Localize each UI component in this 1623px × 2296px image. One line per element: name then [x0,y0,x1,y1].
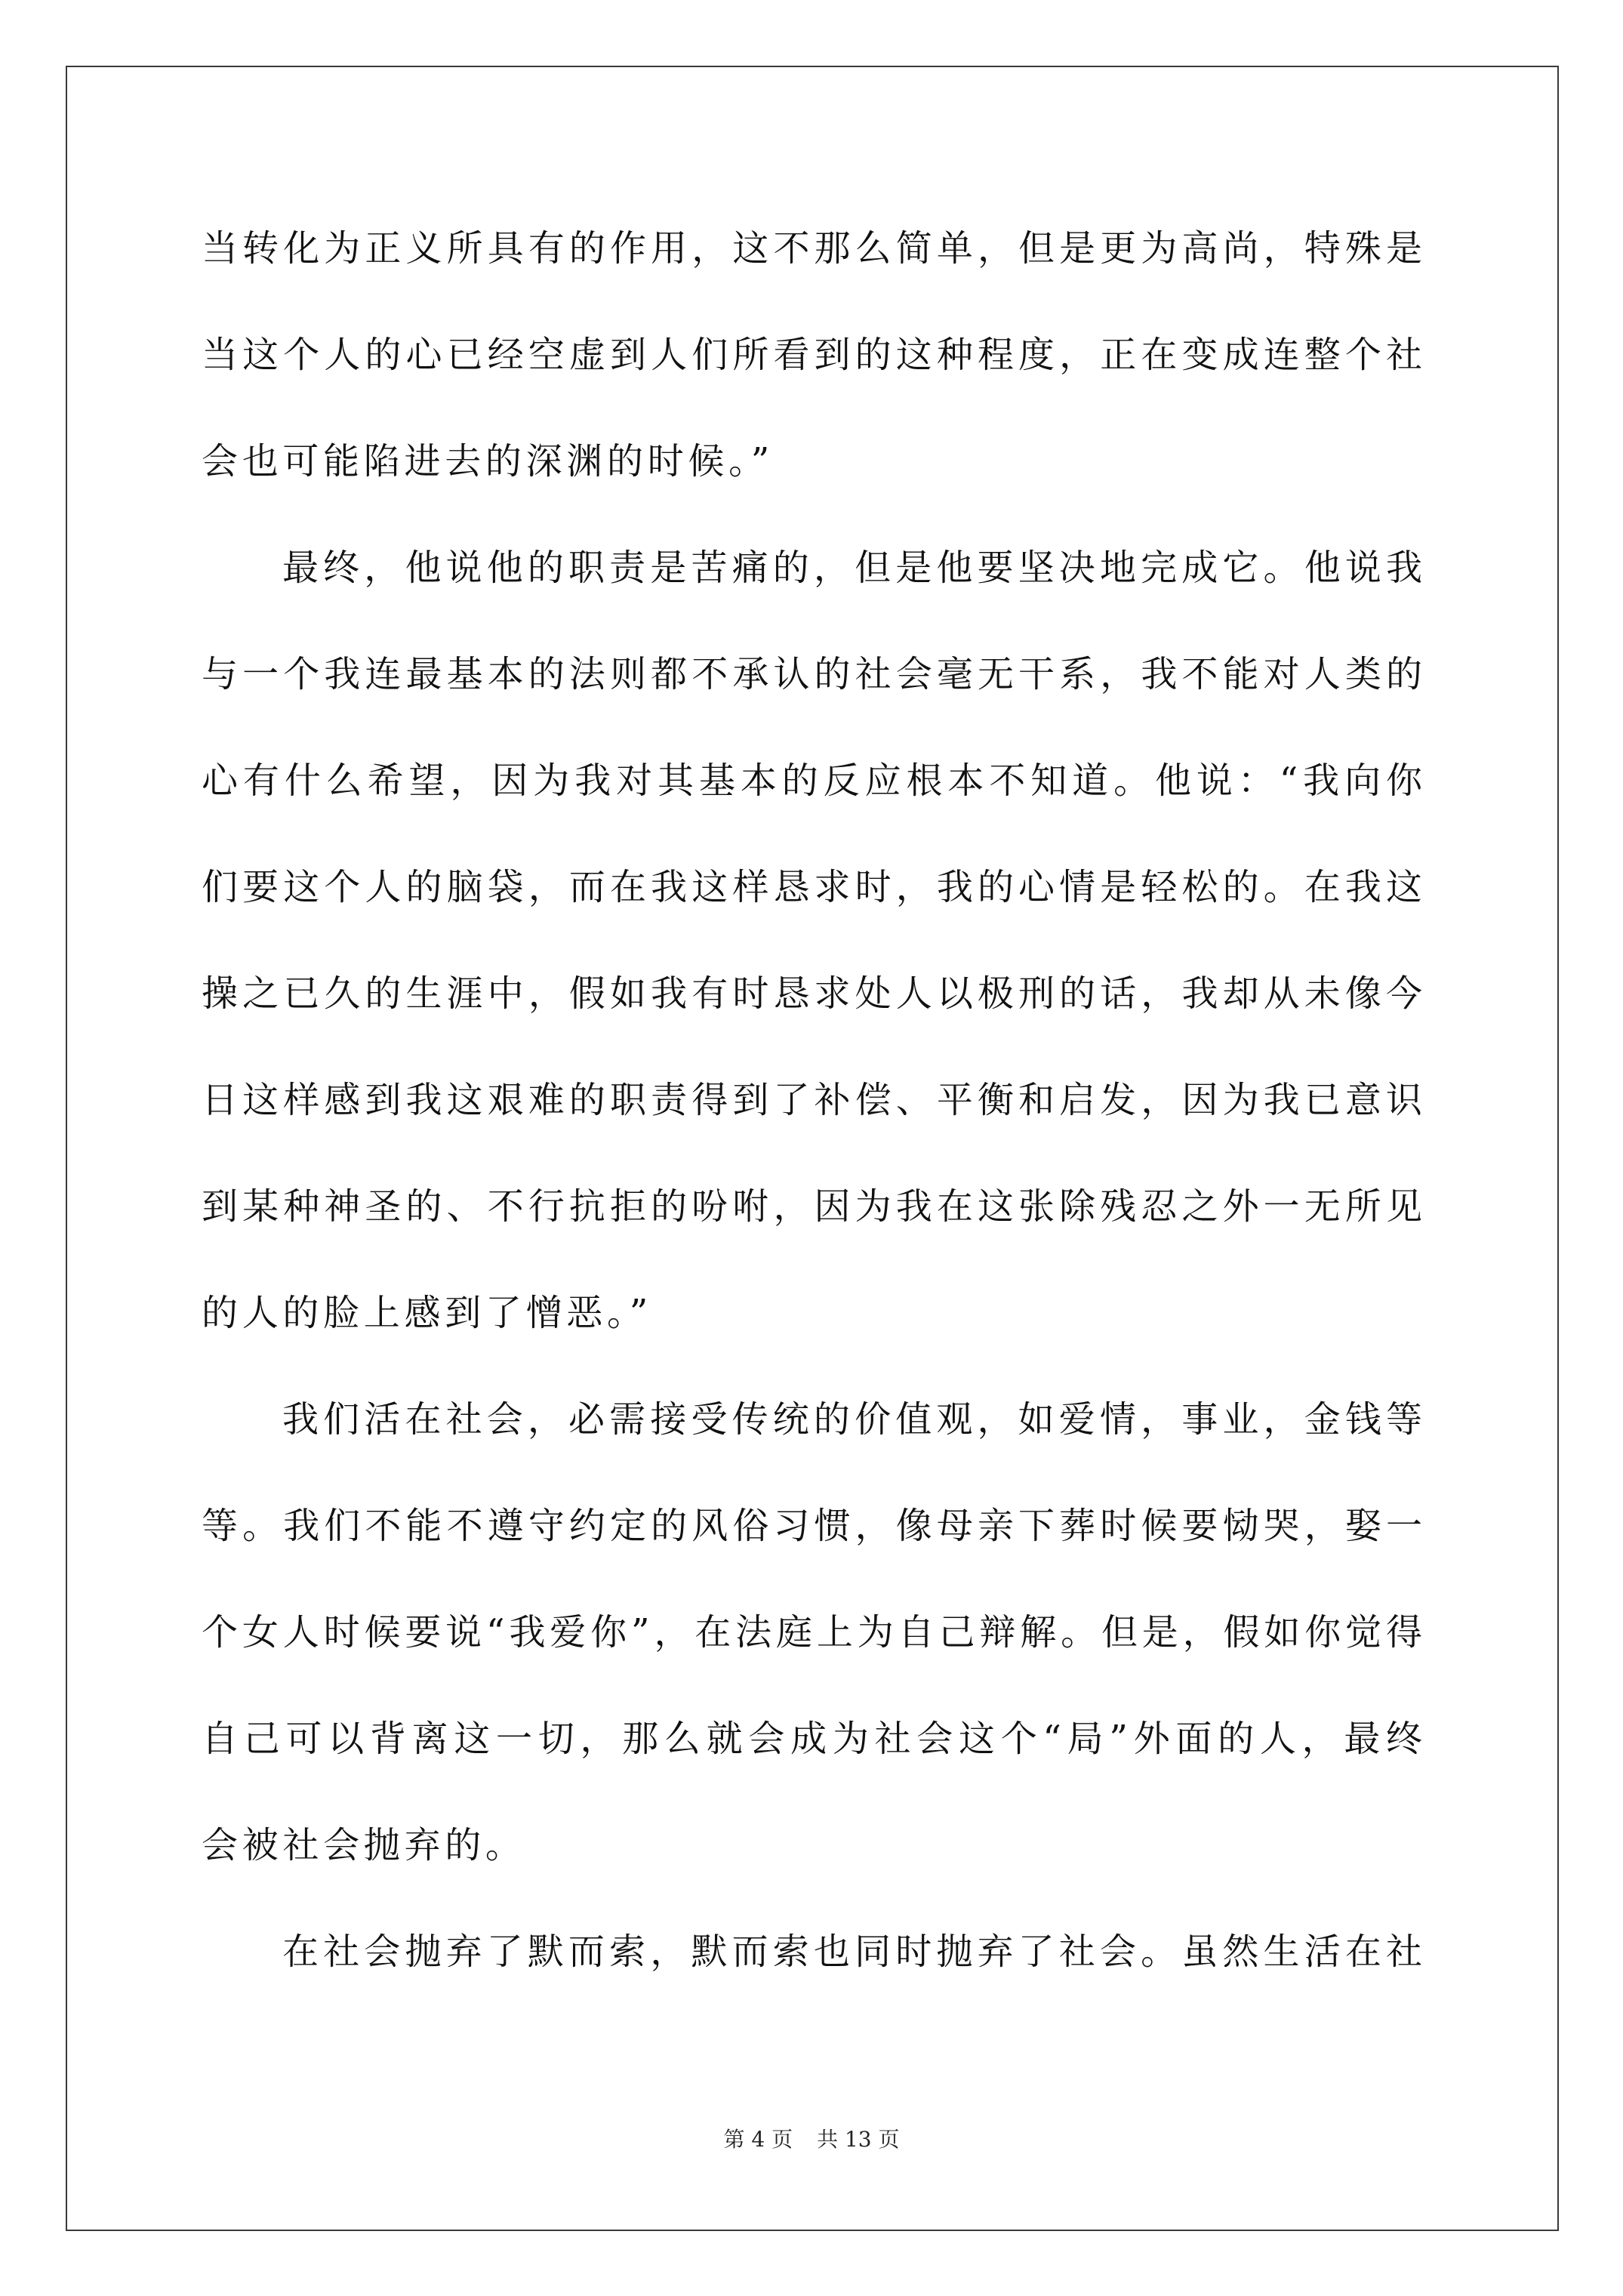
page-footer [0,2126,1623,2153]
text-line: 当转化为正义所具有的作用，这不那么简单，但是更为高尚，特殊是 [202,227,1422,270]
text-line: 会被社会抛弃的。 [202,1824,526,1866]
text-line: 心有什么希望，因为我对其基本的反应根本不知道。他说：“我向你 [202,760,1422,802]
text-line: 日这样感到我这艰难的职责得到了补偿、平衡和启发，因为我已意识 [202,1079,1422,1121]
text-line: 会也可能陷进去的深渊的时候。” [202,440,775,482]
paragraph [202,1367,1422,1899]
text-line: 操之已久的生涯中，假如我有时恳求处人以极刑的话，我却从未像今 [202,972,1422,1015]
text-line: 个女人时候要说“我爱你”，在法庭上为自己辩解。但是，假如你觉得 [202,1611,1422,1653]
text-line: 我们活在社会，必需接受传统的价值观，如爱情，事业，金钱等 [282,1398,1422,1441]
text-line: 到某种神圣的、不行抗拒的吩咐，因为我在这张除残忍之外一无所见 [202,1185,1422,1228]
text-line: 等。我们不能不遵守约定的风俗习惯，像母亲下葬时候要恸哭，娶一 [202,1505,1422,1547]
paragraph [202,1899,1422,2005]
page-number-total: 共 13 页 [817,2127,900,2152]
paragraph [202,515,1422,1367]
text-line: 在社会抛弃了默而索，默而索也同时抛弃了社会。虽然生活在社 [282,1931,1422,1973]
text-line: 自己可以背离这一切，那么就会成为社会这个“局”外面的人，最终 [202,1718,1422,1760]
text-line: 当这个人的心已经空虚到人们所看到的这种程度，正在变成连整个社 [202,334,1422,376]
paragraph [202,196,1422,515]
text-line: 最终，他说他的职责是苦痛的，但是他要坚决地完成它。他说我 [282,547,1422,589]
text-line: 们要这个人的脑袋，而在我这样恳求时，我的心情是轻松的。在我这 [202,866,1422,908]
page-number-current: 第 4 页 [723,2127,793,2152]
text-line: 与一个我连最基本的法则都不承认的社会毫无干系，我不能对人类的 [202,653,1422,695]
text-line: 的人的脸上感到了憎恶。” [202,1292,652,1334]
document-body [202,196,1422,2005]
